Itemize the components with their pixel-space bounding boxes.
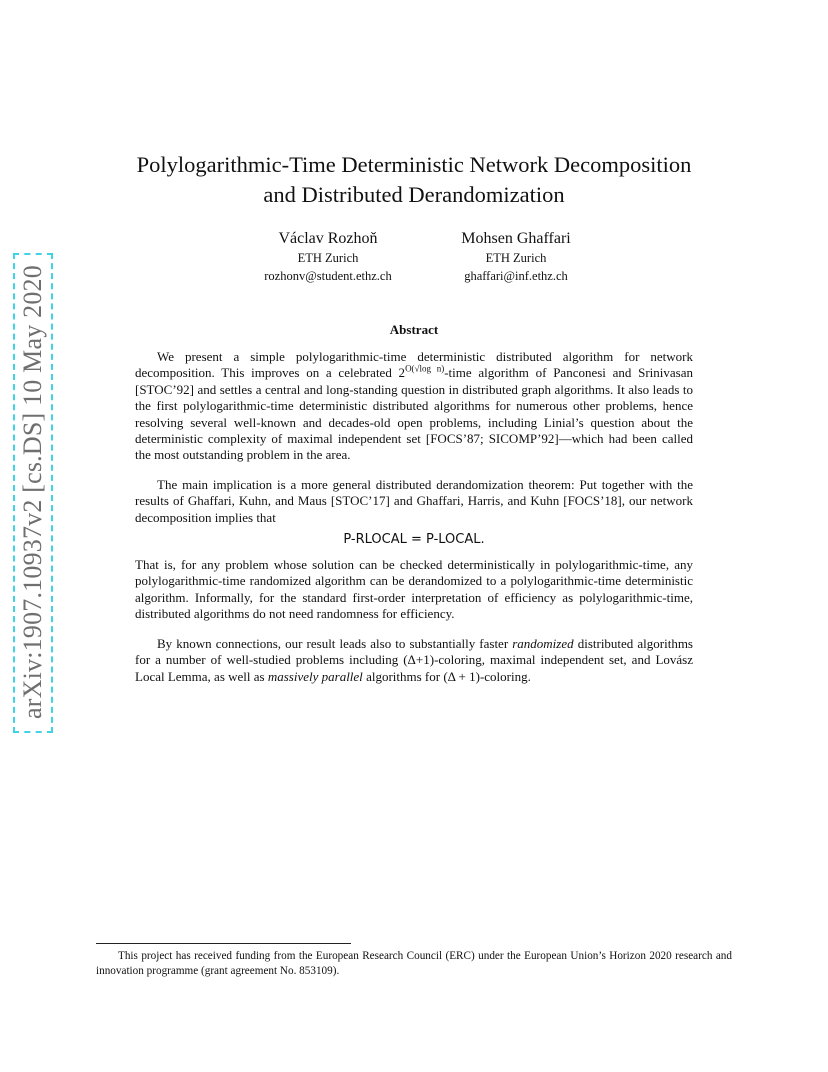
abstract-p3-text: That is, for any problem whose solution can be checked deterministically in polylogarithmic-time, any polylogarithmic-time randomized algorithm can be derandomized to a polylogarithmic-time deterministic algorithm. Informally, for the standard first-order interpretation of efficiency as polylogarithmic-time, distributed algorithms do not need randomness for efficiency.: [135, 557, 693, 622]
abstract-p2-text: The main implication is a more general distributed derandomization theorem: Put together with the results of Ghaffari, Kuhn, and Maus [STOC’17] and Ghaffari, Harris, and Kuhn [FOCS’18], our network decomposition implies that: [135, 477, 693, 525]
abstract-paragraph-1: [135, 349, 693, 464]
author-name: Mohsen Ghaffari: [461, 230, 571, 247]
abstract-paragraph-4: [135, 636, 693, 685]
abstract-p4-text-a: By known connections, our result leads also to substantially faster: [157, 636, 513, 651]
author-name: Václav Rozhoň: [278, 230, 378, 247]
footnote-rule: [96, 943, 351, 944]
derandomization-formula: P-RLOCAL = P-LOCAL.: [343, 532, 485, 547]
title-line-1: Polylogarithmic-Time Deterministic Network Decomposition: [136, 152, 692, 177]
complexity-exponent: O(√log n): [405, 364, 445, 375]
emphasis-massively-parallel: massively parallel: [267, 668, 363, 684]
paper-title: [0, 150, 828, 210]
abstract-p4-text-c: algorithms for (Δ + 1)-coloring.: [362, 668, 531, 684]
abstract-heading: Abstract: [389, 322, 439, 337]
abstract-p4-text-b: distributed algorithms for a number of well-studied problems including (Δ+1)-coloring, maximal independent set, and Lovász Local Lemma, as well as: [135, 636, 693, 684]
abstract-p1-text-a: We present a simple polylogarithmic-time deterministic distributed algorithm for network decomposition. This improves on a celebrated 2: [135, 349, 693, 381]
title-line-2: and Distributed Derandomization: [263, 182, 565, 207]
abstract-p1-text-b: -time algorithm of Panconesi and Srinivasan [STOC’92] and settles a central and long-standing question in distributed graph algorithms. It also leads to the first polylogarithmic-time deterministic distributed algorithms for numerous other problems, hence resolving several well-known and decades-old open problems, including Linial’s question about the deterministic complexity of maximal independent set [FOCS’87; SICOMP’92]—which had been called the most outstanding problem in the area.: [135, 365, 693, 463]
arxiv-identifier: arXiv:1907.10937v2 [cs.DS] 10 May 2020: [18, 265, 47, 719]
author-email: rozhonv@student.ethz.ch: [264, 269, 392, 283]
author-affiliation: ETH Zurich: [297, 251, 359, 265]
abstract-paragraph-3: [135, 557, 693, 623]
abstract-paragraph-2: [135, 477, 693, 526]
author-block-2: [416, 229, 616, 285]
author-affiliation: ETH Zurich: [485, 251, 547, 265]
author-email: ghaffari@inf.ethz.ch: [464, 269, 568, 283]
footnote-text: This project has received funding from the European Research Council (ERC) under the European Union’s Horizon 2020 research and innovation programme (grant agreement No. 853109).: [96, 950, 732, 977]
funding-footnote: [96, 949, 732, 979]
emphasis-randomized: randomized: [512, 636, 574, 651]
author-block-1: [228, 229, 428, 285]
